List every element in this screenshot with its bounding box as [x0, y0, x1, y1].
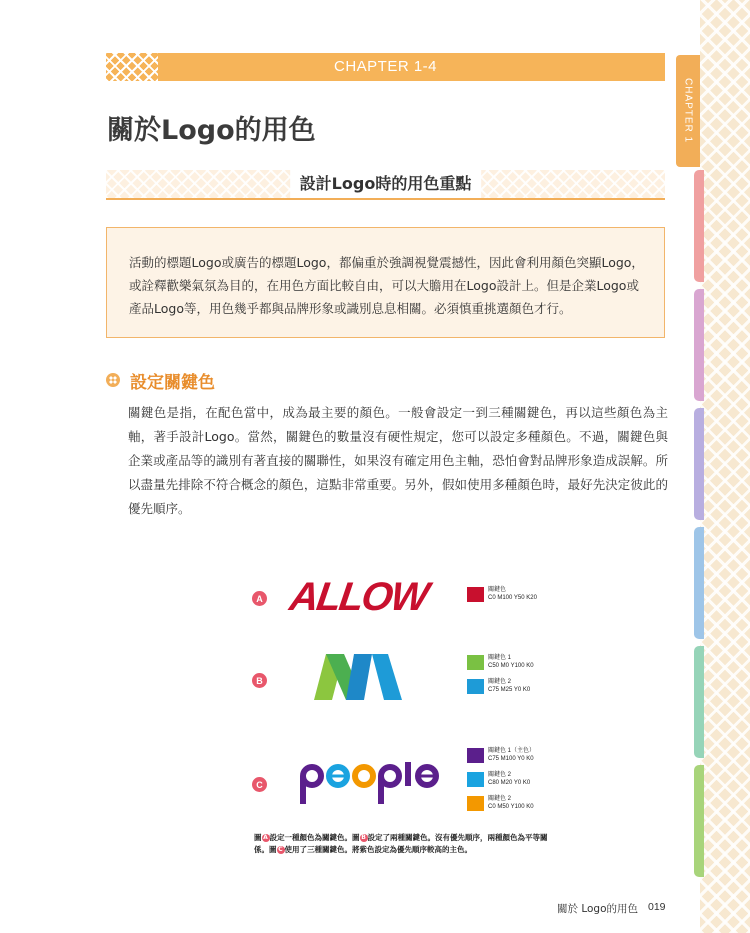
swatch-row: [467, 679, 530, 694]
swatch-name: 關鍵色 2: [488, 772, 512, 778]
intro-box: [106, 227, 665, 338]
swatch-cmyk: C75 M25 Y0 K0: [488, 686, 531, 693]
figure-caption: 圖 A 設定一種顏色為關鍵色。圖 B 設定了兩種關鍵色。沒有優先順序，兩種顏色為平等關係。圖 C 使用了三種關鍵色。將紫色設定為優先順序較高的主色。: [254, 833, 548, 854]
swatch-color: [467, 587, 484, 602]
index-tab[interactable]: [694, 408, 704, 520]
swatch-color: [467, 748, 484, 763]
swatch-row: [467, 772, 530, 787]
swatch-name: 關鍵色 2: [488, 796, 512, 802]
swatch-cmyk: C0 M50 Y100 K0: [488, 803, 534, 810]
swatch-color: [467, 679, 484, 694]
body-text: 關鍵色是指，在配色當中，成為最主要的顏色。一般會設定一到三種關鍵色，再以這些顏色為主軸，著手設計Logo。當然，關鍵色的數量沒有硬性規定，您可以設定多種顏色。不過，關鍵色與企業或產品等的識別有著直接的關聯性，如果沒有確定用色主軸，恐怕會對品牌形象造成誤解。所以盡量先排除不符合概念的顏色，這點非常重要。另外，假如使用多種顏色時，最好先決定彼此的優先順序。: [128, 405, 668, 516]
swatch-cmyk: C50 M0 Y100 K0: [488, 662, 534, 669]
index-tab[interactable]: [694, 765, 704, 877]
swatch-color: [467, 796, 484, 811]
chapter-label: CHAPTER 1-4: [333, 58, 438, 75]
index-tab[interactable]: [694, 289, 704, 401]
chapter-bar: [106, 53, 665, 81]
side-pattern-strip: [700, 0, 750, 933]
marker-c: C: [252, 777, 267, 792]
swatch-color: [467, 772, 484, 787]
page-title: 關於Logo的用色: [107, 115, 316, 146]
logo-m: [314, 652, 404, 702]
dots-circle-icon: [106, 373, 120, 387]
swatch-cmyk: C0 M100 Y50 K20: [488, 594, 537, 601]
swatch-name: 關鍵色 1（主色）: [488, 748, 536, 754]
caption-marker-a: A: [263, 834, 268, 841]
key-heading-text: 設定關鍵色: [130, 372, 215, 393]
caption-marker-b: B: [361, 834, 366, 841]
page-number: 019: [648, 901, 666, 913]
swatch-name: 關鍵色 1: [488, 655, 512, 661]
swatch-row: [467, 748, 535, 763]
swatch-name: 關鍵色 2: [488, 679, 512, 685]
swatch-cmyk: C75 M100 Y0 K0: [488, 755, 534, 762]
swatch-row: [467, 655, 534, 670]
marker-a: A: [252, 591, 267, 606]
key-color-heading: [106, 369, 215, 391]
logo-people: [300, 762, 440, 808]
swatch-color: [467, 655, 484, 670]
footer-title: 關於 Logo的用色: [557, 903, 639, 915]
swatch-row: [467, 796, 534, 811]
chapter-tab-label: CHAPTER 1: [682, 78, 694, 144]
section-banner: [106, 170, 665, 200]
caption-marker-c: C: [278, 846, 283, 853]
index-tab[interactable]: [694, 170, 704, 282]
index-tab[interactable]: [694, 646, 704, 758]
swatch-row: [467, 587, 537, 602]
swatch-name: 關鍵色: [488, 587, 507, 593]
section-heading: 設計Logo時的用色重點: [290, 170, 482, 198]
logo-allow: ALLOW: [286, 575, 430, 619]
intro-text: 活動的標題Logo或廣告的標題Logo，都偏重於強調視覺震撼性，因此會利用顏色突顯Logo，或詮釋歡樂氣氛為目的，在用色方面比較自由，可以大膽用在Logo設計上。但是企業Logo或產品Logo等，用色幾乎都與品牌形象或識別息息相關。必須慎重挑選顏色才行。: [129, 255, 644, 316]
marker-b: B: [252, 673, 267, 688]
index-tab[interactable]: [694, 527, 704, 639]
swatch-cmyk: C80 M20 Y0 K0: [488, 779, 531, 786]
